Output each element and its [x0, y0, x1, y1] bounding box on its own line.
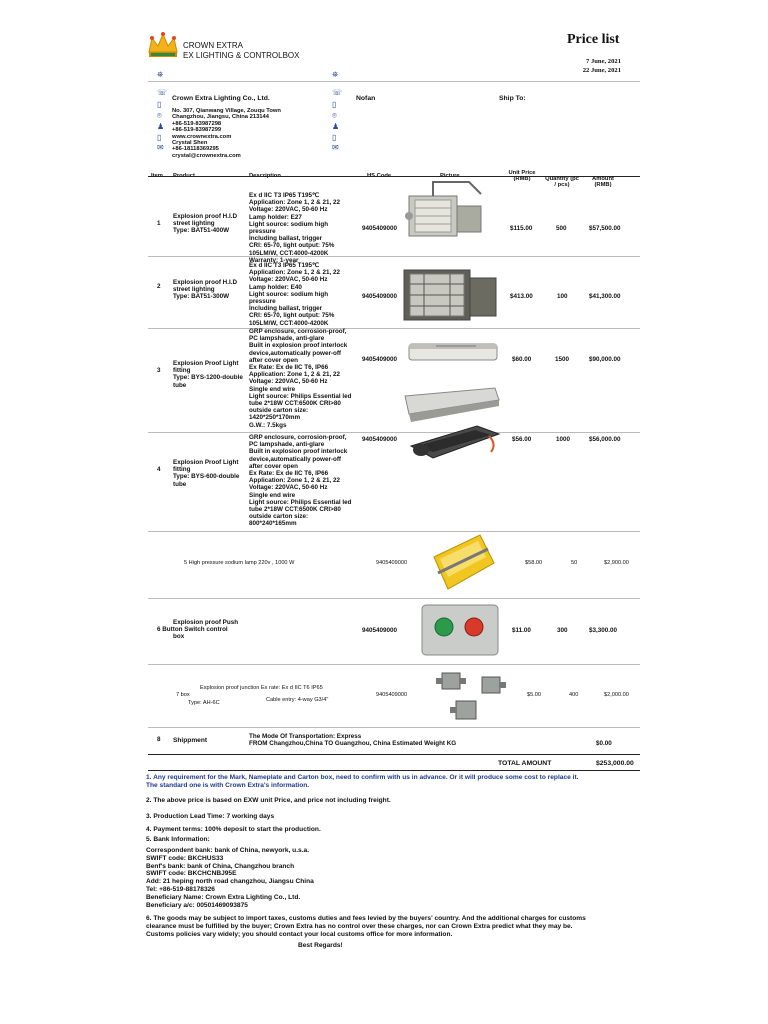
row-quantity: 400: [569, 692, 579, 698]
shipment-item-number: 8: [157, 736, 161, 743]
row-product-line: Explosion Proof Light: [173, 459, 239, 466]
row-amount: $2,900.00: [604, 560, 629, 566]
row-product-type: Type: AH-6C: [188, 700, 220, 706]
row-product-line: Explosion proof Push: [173, 619, 239, 626]
row-hs-code: 9405409000: [376, 692, 408, 698]
row-description-line: after cover open: [249, 462, 298, 470]
row-description-line: Light source: Philips Essential led: [249, 498, 352, 506]
total-value: $253,000.00: [596, 760, 634, 767]
row-amount: $2,000.00: [604, 692, 629, 698]
date-2: 22 June, 2021: [582, 67, 621, 74]
product-photo-junction-box: [434, 667, 508, 725]
product-photo-street-light: [402, 264, 498, 324]
row-item-number: 1: [157, 220, 161, 227]
row-amount: $56,000.00: [589, 436, 621, 443]
note-1b: The standard one is with Crown Extra's information.: [146, 781, 310, 789]
row-hs-code: 9405409000: [362, 356, 398, 363]
phone-icon: ☏: [157, 88, 168, 97]
product-photo-tube-fitting: [406, 338, 500, 370]
email-icon: ✉: [332, 143, 339, 152]
document-icon: ▯: [157, 133, 162, 142]
col-item: Item: [151, 173, 163, 179]
row-description-line: Lamp holder: E40: [249, 283, 302, 291]
location-pin-icon: ⛯: [332, 70, 339, 79]
row-product-line: Type: BYS-600-double: [173, 473, 240, 481]
product-photo-street-light: [403, 178, 488, 256]
bank-line: SWIFT code: BKCHCNBJ95E: [146, 870, 237, 878]
seller-website[interactable]: www.crownextra.com: [172, 133, 232, 140]
seller-phone-2: +86-519-83987299: [172, 127, 222, 134]
row-description-line: Voltage: 220VAC, 50-60 Hz: [249, 276, 328, 284]
row-description-line: Light source: sodium high: [249, 290, 329, 298]
row-product-line: Explosion proof H.I.D: [173, 213, 238, 220]
row-product-line: street lighting: [173, 286, 215, 294]
row-quantity: 1000: [556, 436, 571, 443]
row-hs-code: 9405409000: [362, 627, 398, 634]
row-description-line: Application: Zone 1, 2 & 21, 22: [249, 199, 340, 207]
row-unit-price: $60.00: [512, 356, 532, 363]
table-row: [0, 728, 768, 754]
row-description-line: CRI: 65-70, light output: 75%: [249, 312, 335, 320]
row-description-line: Ex d IIC T3 IP65 T195℃: [249, 192, 320, 199]
row-description-line: pressure: [249, 228, 276, 236]
closing-text: Best Regards!: [298, 942, 343, 949]
row-description-line: Light source: sodium high: [249, 220, 329, 228]
table-row: [0, 262, 768, 326]
row-product-cable: Cable entry: 4-way G3/4": [266, 697, 329, 703]
shipment-label: Shippment: [173, 737, 208, 744]
row-amount: $41,300.00: [589, 293, 621, 300]
product-photo-push-button-box: [418, 601, 502, 659]
row-description-line: tube 2*18W CCT:6500K CRI>80: [249, 506, 341, 514]
bank-line: Beneficiary Name: Crown Extra Lighting Co., Ltd.: [146, 893, 301, 901]
row-amount: $90,000.00: [589, 356, 621, 363]
company-logo: [146, 30, 180, 60]
email-icon: ✉: [157, 143, 164, 152]
bank-line: Beneficiary a/c: 00501469093875: [146, 901, 248, 909]
bank-line: SWIFT code: BKCHUS33: [146, 854, 224, 862]
shipment-amount: $0.00: [596, 740, 612, 747]
row-product-line: Explosion proof H.I.D: [173, 279, 238, 286]
document-icon: ▯: [332, 133, 337, 142]
row-description-line: pressure: [249, 298, 276, 306]
person-icon: ♟: [157, 122, 165, 131]
note-1a: 1. Any requirement for the Mark, Nameplate and Carton box, need to confirm with us in advance. Or it will produce some cost to replace it.: [146, 774, 579, 781]
row-description-line: 105LM/W, CCT:4000-4200K: [249, 249, 329, 257]
row-description-line: Warranty: 1-year: [249, 256, 299, 264]
row-description-line: Voltage: 220VAC, 50-60 Hz: [249, 378, 328, 386]
col-quantity: Quantity (pc / pcs): [545, 176, 579, 188]
row-description-line: 800*240*165mm: [249, 520, 297, 528]
table-row: [0, 328, 768, 432]
document-icon: ▯: [332, 100, 337, 109]
col-hs-code: HS Code: [367, 173, 392, 179]
row-description-line: PC lampshade, anti-glare: [249, 441, 325, 449]
row-amount: $3,300.00: [589, 627, 618, 634]
note-2: 2. The above price is based on EXW unit Price, and price not including freight.: [146, 797, 391, 804]
row-description-line: PC lampshade, anti-glare: [249, 335, 325, 343]
row-unit-price: $56.00: [512, 436, 532, 443]
row-quantity: 300: [557, 627, 568, 634]
table-row: [0, 665, 768, 725]
row-description-line: Voltage: 220VAC, 50-60 Hz: [249, 206, 328, 214]
seller-email[interactable]: crystal@crownextra.com: [172, 152, 241, 159]
row-description-line: Ex Rate: Ex de IIC T6, IP66: [249, 364, 329, 372]
date-1: 7 June, 2021: [586, 58, 621, 65]
person-icon: ♟: [332, 122, 340, 131]
row-hs-code: 9405409000: [376, 560, 408, 566]
col-product: Product: [173, 173, 195, 179]
row-hs-code: 9405409000: [362, 225, 398, 232]
total-label: TOTAL AMOUNT: [498, 760, 552, 767]
table-row: [0, 599, 768, 663]
row-hs-code: 9405409000: [362, 293, 398, 300]
row-item-number: 3: [157, 367, 161, 374]
row-product-line: Type: BAT51-400W: [173, 227, 230, 235]
row-description-line: after cover open: [249, 356, 298, 364]
row-description-line: device,automatically power-off: [249, 455, 342, 463]
row-hs-code: 9405409000: [362, 436, 398, 443]
row-product-box: 7 box: [176, 692, 190, 698]
row-description-line: G.W.: 7.5kgs: [249, 421, 287, 429]
row-description-line: Application: Zone 1, 2 & 21, 22: [249, 371, 340, 379]
shipment-mode: The Mode Of Transportation: Express: [249, 733, 362, 740]
row-description-line: device,automatically power-off: [249, 349, 342, 357]
company-name: CROWN EXTRA: [183, 41, 243, 50]
bank-line: Correspondent bank: bank of China, newyork, u.s.a.: [146, 847, 310, 854]
row-description-line: Voltage: 220VAC, 50-60 Hz: [249, 484, 328, 492]
row-unit-price: $58.00: [525, 560, 543, 566]
table-row: [0, 531, 768, 597]
row-description-line: Built in explosion proof interlock: [249, 342, 348, 350]
row-description-line: Lamp holder: E27: [249, 213, 302, 221]
phone-icon: ☏: [332, 88, 343, 97]
note-6-line: Customs policies vary widely; you should contact your local customs office for more information.: [146, 930, 453, 938]
row-product-line: Type: BAT51-300W: [173, 293, 230, 301]
row-description-line: 1420*250*170mm: [249, 414, 301, 422]
seller-address-1: No. 307, Qianwang Village, Zouqu Town: [172, 108, 281, 114]
seller-phone-1: +86-519-83987298: [172, 120, 222, 127]
col-picture: Picture: [440, 173, 460, 179]
row-product-title: Explosion proof junction Ex rate: Ex d IIC T6 IP65: [200, 685, 323, 691]
bank-line: Add: 21 heping north road changzhou, Jiangsu China: [146, 878, 314, 886]
row-amount: $57,500.00: [589, 225, 621, 232]
row-product-line: box: [173, 633, 185, 641]
location-icon: ⌾: [332, 111, 337, 120]
product-photo-tube-fitting: [407, 424, 505, 466]
table-row: [0, 192, 768, 264]
row-description-line: CRI: 65-70, light output: 75%: [249, 242, 335, 250]
note-6-line: 6. The goods may be subject to import taxes, customs duties and fees levied by the buyers' country. And the additional charges for customs: [146, 915, 586, 922]
row-description-line: Ex Rate: Ex de IIC T6, IP66: [249, 470, 329, 478]
row-unit-price: $5.00: [527, 692, 541, 698]
row-description-line: Application: Zone 1, 2 & 21, 22: [249, 269, 340, 277]
table-row: [0, 434, 768, 530]
note-4: 4. Payment terms: 100% deposit to start the production.: [146, 826, 321, 833]
row-product-line: Type: BYS-1200-double: [173, 374, 243, 382]
row-description-line: GRP enclosure, corrosion-proof,: [249, 328, 347, 335]
row-product-line: tube: [173, 381, 187, 389]
location-pin-icon: ⛯: [157, 70, 164, 79]
buyer-name: Nofan: [356, 95, 376, 102]
location-icon: ⌾: [157, 111, 162, 120]
note-6-line: clearance must be fulfilled by the buyer; Crown Extra has no control over these charges, nor can Crown Extra predict what they may be.: [146, 922, 573, 930]
ship-to-label: Ship To:: [499, 95, 526, 102]
row-description-line: Ex d IIC T3 IP65 T195℃: [249, 262, 320, 269]
note-5: 5. Bank Information:: [146, 836, 210, 843]
product-photo-sodium-lamp: [428, 533, 500, 595]
seller-contact: Crystal Shen: [172, 140, 208, 147]
note-3: 3. Production Lead Time: 7 working days: [146, 813, 275, 820]
row-quantity: 500: [556, 225, 567, 232]
row-description-line: GRP enclosure, corrosion-proof,: [249, 434, 347, 441]
row-unit-price: $11.00: [512, 627, 531, 634]
row-product-line: 6 Button Switch control: [157, 626, 228, 634]
seller-name: Crown Extra Lighting Co., Ltd.: [172, 95, 270, 102]
col-unit-price: Unit Price (RMB): [508, 170, 536, 182]
row-product-line: fitting: [173, 367, 191, 375]
row-description-line: Application: Zone 1, 2 & 21, 22: [249, 477, 340, 485]
shipment-route: FROM Changzhou,China TO Guangzhou, China Estimated Weight KG: [249, 740, 457, 748]
row-product-line: Explosion Proof Light: [173, 360, 239, 367]
row-description-line: Including ballast, trigger: [249, 235, 323, 243]
row-description-line: Single end wire: [249, 385, 296, 393]
col-amount: Amount (RMB): [592, 176, 614, 188]
row-item-number: 2: [157, 283, 161, 290]
company-tagline: EX LIGHTING & CONTROLBOX: [183, 50, 300, 60]
row-unit-price: $115.00: [510, 225, 533, 232]
row-description-line: Single end wire: [249, 491, 296, 499]
seller-mobile: +86-18118369295: [172, 146, 219, 153]
row-product-line: tube: [173, 480, 187, 488]
row-description-line: tube 2*18W CCT:6500K CRI>80: [249, 400, 341, 408]
seller-address-2: Changzhou, Jiangsu, China 213144: [172, 114, 269, 121]
row-quantity: 100: [557, 293, 568, 300]
row-item-number: 4: [157, 466, 161, 473]
col-description: Description: [249, 173, 281, 179]
row-description-line: Including ballast, trigger: [249, 305, 323, 313]
row-quantity: 1500: [555, 356, 570, 363]
row-quantity: 50: [571, 560, 578, 566]
bank-line: Benf's bank: bank of China, Changzhou branch: [146, 862, 295, 870]
row-description-line: outside carton size:: [249, 407, 309, 415]
row-description-line: outside carton size:: [249, 513, 309, 521]
page-title: Price list: [567, 32, 620, 47]
row-description-line: Built in explosion proof interlock: [249, 448, 348, 456]
document-icon: ▯: [157, 100, 162, 109]
row-product-line: street lighting: [173, 220, 215, 228]
row-unit-price: $413.00: [510, 293, 533, 300]
row-description-line: 105LM/W, CCT:4000-4200K: [249, 319, 329, 327]
row-product-inline: 5 High pressure sodium lamp 220v , 1000 W: [184, 560, 295, 566]
row-product-line: fitting: [173, 466, 191, 474]
row-description-line: Light source: Philips Essential led: [249, 392, 352, 400]
bank-line: Tel: +86-519-88178326: [146, 885, 215, 893]
